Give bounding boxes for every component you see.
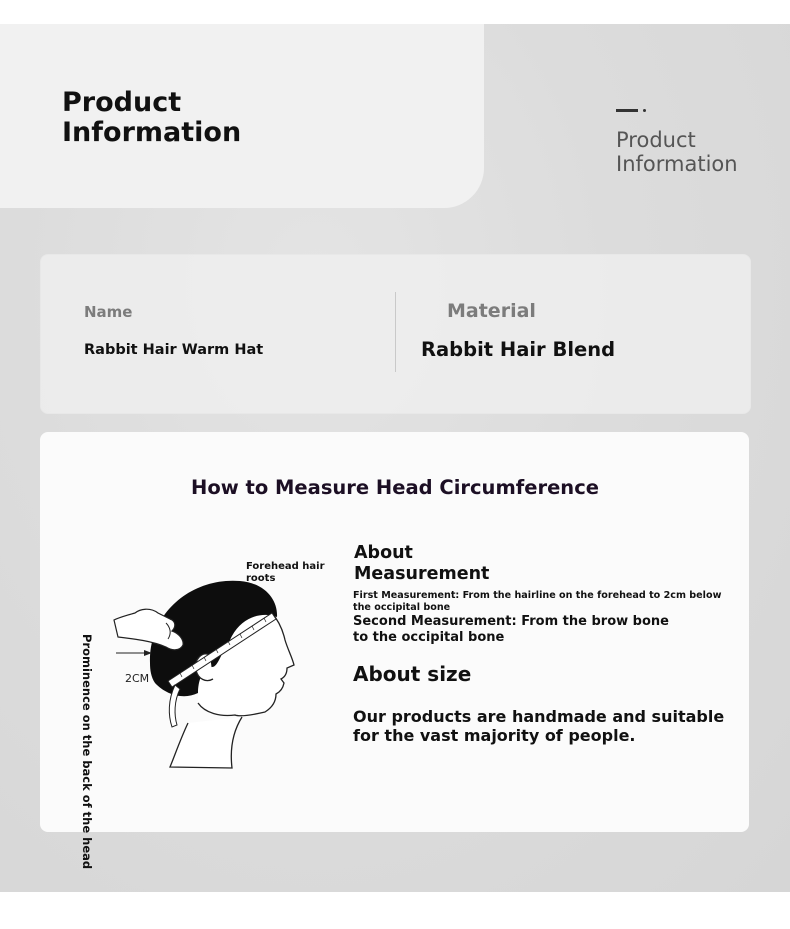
- page-title: [62, 88, 241, 148]
- head-measurement-diagram: [80, 555, 340, 780]
- back-of-head-label: Prominence on the back of the head: [80, 634, 94, 870]
- side-title-line2: Information: [616, 152, 738, 176]
- about-measurement-line2: Measurement: [354, 564, 490, 584]
- material-value: Rabbit Hair Blend: [421, 338, 616, 361]
- page-title-line2: Information: [62, 117, 242, 148]
- second-measurement-text: Second Measurement: From the brow bone to the occipital bone: [353, 614, 669, 645]
- side-title: [616, 128, 738, 176]
- side-title-line1: Product: [616, 128, 696, 152]
- name-label: Name: [84, 303, 133, 321]
- offset-label: 2CM: [125, 672, 150, 685]
- neck-outline: [170, 717, 242, 768]
- decorative-dot: [643, 109, 646, 112]
- about-size-text: Our products are handmade and suitable for the vast majority of people.: [353, 707, 725, 745]
- measurement-title: How to Measure Head Circumference: [191, 476, 599, 499]
- material-label: Material: [447, 300, 536, 322]
- page-title-line1: Product: [62, 87, 182, 118]
- about-measurement-line1: About: [354, 543, 413, 563]
- about-size-heading: About size: [353, 662, 472, 686]
- name-value: Rabbit Hair Warm Hat: [84, 342, 264, 358]
- info-divider: [395, 292, 396, 372]
- first-measurement-text: First Measurement: From the hairline on the forehead to 2cm below the occipital bone: [353, 590, 722, 613]
- decorative-dash: [616, 109, 638, 112]
- about-measurement-heading: [354, 543, 489, 585]
- forehead-label: Forehead hair roots: [246, 561, 325, 584]
